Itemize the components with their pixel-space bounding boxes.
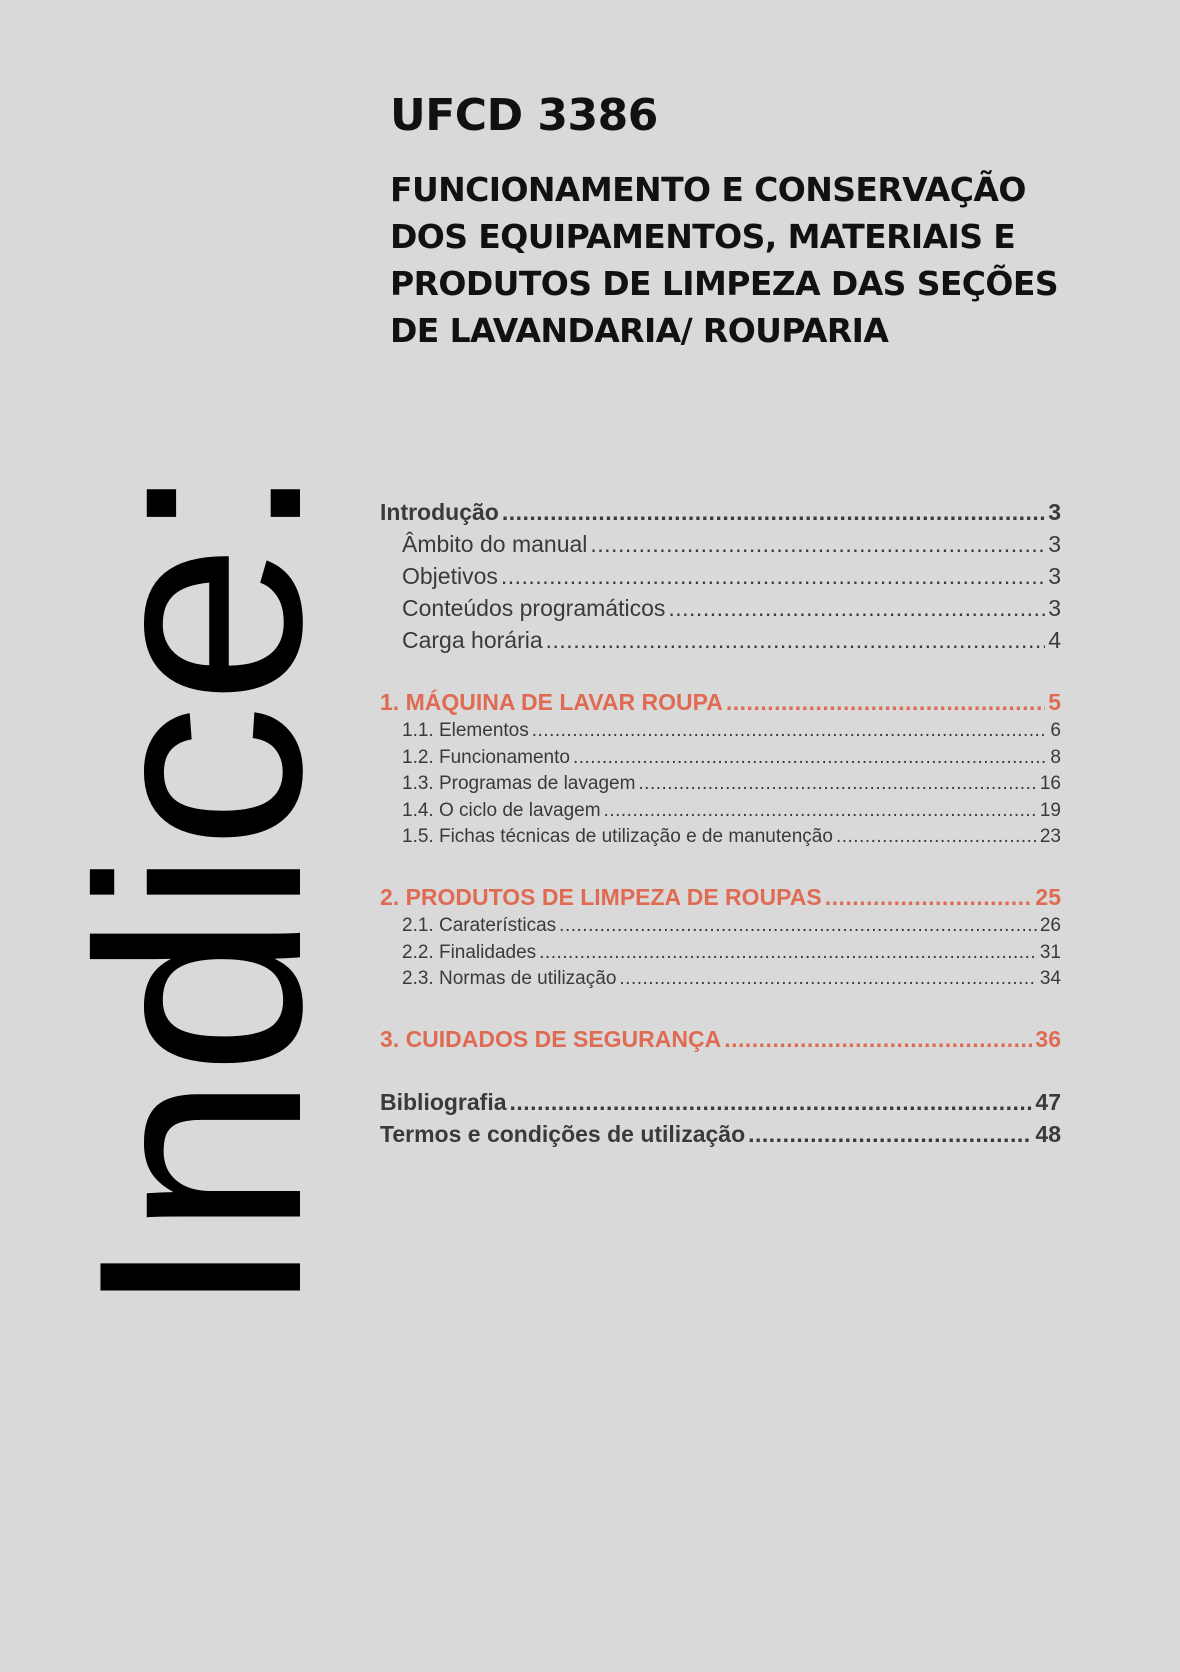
toc-section-2-2[interactable] [380,940,1061,967]
toc-entry-label: Âmbito do manual [402,531,588,557]
toc-entry-conteudos[interactable] [380,592,1061,624]
toc-entry-label: Termos e condições de utilização [380,1120,746,1147]
toc-entry-label: Bibliografia [380,1088,507,1115]
toc-entry-page: 16 [1039,773,1061,795]
toc-dot-leader [724,1023,1032,1055]
toc-entry-termos[interactable] [380,1118,1061,1150]
toc-section-1-3[interactable] [380,771,1061,798]
toc-entry-objetivos[interactable] [380,560,1061,592]
toc-dot-leader [825,881,1033,913]
toc-entry-carga-horaria[interactable] [380,624,1061,656]
toc-chapter-1[interactable] [380,686,1061,718]
toc-entry-label: 2.2. Finalidades [402,941,537,963]
toc-section-1-1[interactable] [380,718,1061,745]
toc-section-2-3[interactable] [380,966,1061,993]
toc-entry-label: Conteúdos programáticos [402,595,666,621]
toc-dot-leader [510,1086,1033,1118]
toc-entry-page: 26 [1039,914,1061,936]
toc-entry-page: 31 [1039,941,1061,963]
toc-entry-label: 2.3. Normas de utilização [402,968,617,990]
toc-dot-leader [590,528,1045,560]
toc-entry-page: 6 [1050,720,1061,741]
toc-entry-page: 19 [1039,799,1061,821]
toc-entry-label: 1.4. O ciclo de lavagem [402,799,601,821]
toc-dot-leader [748,1118,1032,1150]
toc-entry-page: 36 [1035,1025,1061,1052]
toc-entry-label: Introdução [380,499,499,525]
toc-dot-leader [502,496,1045,528]
toc-entry-page: 23 [1039,826,1061,848]
toc-entry-label: 1.1. Elementos [402,720,529,741]
toc-entry-page: 4 [1048,627,1061,653]
toc-entry-page: 3 [1048,499,1061,525]
toc-entry-bibliografia[interactable] [380,1086,1061,1118]
toc-entry-page: 25 [1035,883,1061,910]
toc-entry-label: 1.2. Funcionamento [402,746,570,768]
toc-entry-ambito[interactable] [380,528,1061,560]
course-code: UFCD 3386 [390,90,658,141]
toc-chapter-3[interactable] [380,1023,1061,1055]
toc-entry-label: 1.5. Fichas técnicas de utilização e de manutenção [402,826,833,848]
index-vertical-title: Indice: [38,462,362,1318]
toc-entry-page: 3 [1048,563,1061,589]
toc-dot-leader [559,913,1037,940]
toc-entry-page: 48 [1035,1120,1061,1147]
toc-section-1-2[interactable] [380,745,1061,772]
toc-entry-label: Objetivos [402,563,498,589]
toc-entry-page: 3 [1048,531,1061,557]
table-of-contents [380,496,1061,1150]
toc-dot-leader [836,824,1037,851]
toc-dot-leader [619,966,1036,993]
toc-entry-introducao[interactable] [380,496,1061,528]
toc-dot-leader [501,560,1045,592]
toc-spacer [380,993,1061,1023]
toc-entry-page: 34 [1039,968,1061,990]
toc-dot-leader [726,686,1045,718]
document-header [390,88,1090,354]
toc-dot-leader [546,624,1046,656]
toc-spacer [380,656,1061,686]
toc-spacer [380,851,1061,881]
toc-dot-leader [539,940,1037,967]
toc-entry-page: 5 [1048,689,1061,715]
toc-spacer [380,1055,1061,1086]
toc-section-1-4[interactable] [380,798,1061,825]
toc-entry-page: 47 [1035,1088,1061,1115]
toc-section-1-5[interactable] [380,824,1061,851]
toc-dot-leader [604,798,1037,825]
toc-entry-label: 3. CUIDADOS DE SEGURANÇA [380,1025,722,1052]
toc-entry-label: 1. MÁQUINA DE LAVAR ROUPA [380,689,723,715]
toc-entry-page: 8 [1050,746,1061,768]
toc-entry-label: 2. PRODUTOS DE LIMPEZA DE ROUPAS [380,883,822,910]
toc-entry-label: Carga horária [402,627,543,653]
toc-section-2-1[interactable] [380,913,1061,940]
course-title: FUNCIONAMENTO E CONSERVAÇÃO DOS EQUIPAMENTOS, MATERIAIS E PRODUTOS DE LIMPEZA DAS SEÇÕES DE LAVANDARIA/ ROUPARIA [390,170,1058,350]
toc-dot-leader [638,771,1036,798]
toc-entry-page: 3 [1048,595,1061,621]
toc-entry-label: 1.3. Programas de lavagem [402,773,636,795]
toc-dot-leader [668,592,1045,624]
toc-entry-label: 2.1. Caraterísticas [402,914,557,936]
toc-chapter-2[interactable] [380,881,1061,913]
toc-dot-leader [532,718,1048,745]
toc-dot-leader [573,745,1047,772]
